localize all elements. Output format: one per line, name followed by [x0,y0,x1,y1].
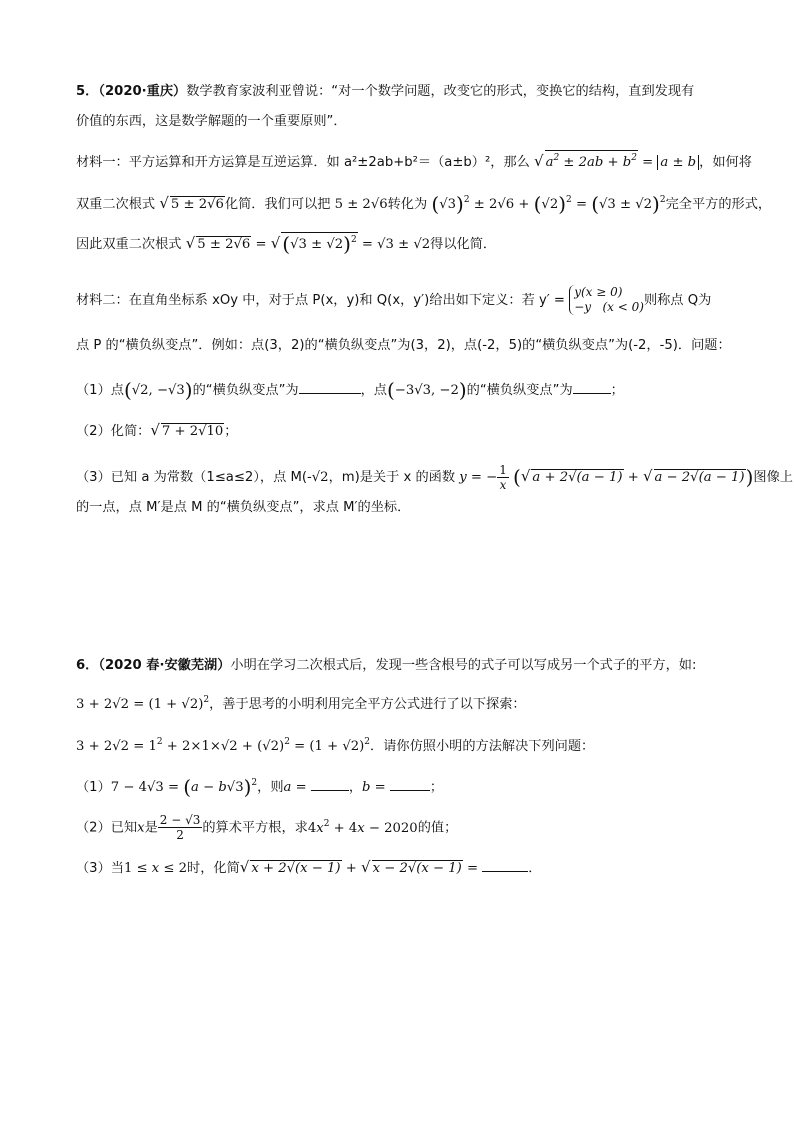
q5-m1-text-d: 化简．我们可以把 [224,197,331,212]
q5-p1-answer-blank-2[interactable] [573,381,611,394]
q5-p1-text-e: ； [610,383,624,398]
q6-p3-expression: √ x + 2√(x − 1) + √ x − 2√(x − 1) = [239,858,483,876]
q5-m1-formula-5pm: 5 ± 2√6 [334,197,388,212]
q6-p3-text-c: ． [528,861,542,876]
q5-m2-text-b: 则称点 Q为 [643,293,712,308]
q5-p3-function: y = − $\frac{1}{x}$ (√ a + 2√(a − 1) + √ a − 2√(a − 1)) [459,463,754,492]
q5-m1-text-c: 双重二次根式 [76,197,156,212]
q5-p1-text-d: 的“横负纵变点”为 [466,383,573,398]
q5-p3-text-b: ，m)是关于 x 的函数 [328,470,456,485]
q5-m1-formula-sqrt: √ $a^2 \pm 2ab + b^2 = a \pm b$ [534,155,699,170]
q6-p2-text-d: 的值； [417,820,458,836]
q6-part2 [76,813,457,842]
q5-m1-text-f: 完全平方的形式， [665,197,772,212]
q6-intro-text-2: ，善于思考的小明利用完全平方公式进行了以下探索： [209,697,526,712]
q6-p3-condition: 1 ≤ x ≤ 2 [123,861,188,876]
q6-intro-text-3: ．请你仿照小明的方法解决下列问题： [370,739,595,754]
q6-number: 6． [76,658,99,673]
q5-source: （2020·重庆） [98,84,187,99]
q6-p1-answer-a[interactable] [311,778,349,791]
q6-part1: $(1)7 - 4√3 = (a - b√3)^2$，则a = ，b = ； [76,775,444,799]
q6-intro-line3 [76,732,594,757]
q5-material1-line1 [76,150,752,173]
q5-p3-text-d: 的一点，点 M′是点 M 的“横负纵变点”，求点 M′的坐标． [76,500,411,515]
q5-m1-text-e: 转化为 [387,197,428,212]
q5-p2-expression: √ 7 + 2√10 [150,421,224,439]
q5-p1-text-b: 的“横负纵变点”为 [192,383,299,398]
q6-p1-text-d: ； [429,780,444,795]
q5-p1-text-c: ，点 [360,383,387,398]
q5-p3-text-c: 图像上 [753,470,793,485]
q5-material2-line2 [76,336,731,356]
q6-p1-var-b: b [362,780,371,795]
q6-intro-formula-2: $3 + 2√2 = 1^2 + 2\times 1\times√2 + (√2)^2 = (1 + √2)^2$ [76,737,371,754]
q6-p2-var-x: x [137,820,145,836]
q5-p3-sqrt2: √2 [311,470,329,485]
q6-p1-text-a: （1） [76,780,111,795]
q5-intro-text-1: 数学教育家波利亚曾说：“对一个数学问题，改变它的形式，变换它的结构，直到发现有 [186,84,695,99]
q6-p2-expression: $4x^2 + 4x - 2020$ [307,818,418,836]
q5-m1-text-b: ，如何将 [699,155,752,170]
q5-number: 5． [76,84,99,99]
q6-p2-fraction: $\frac{2 - √3}{2}$ [159,813,201,842]
q5-intro-line1 [76,82,694,102]
q6-p2-text-b: 是 [144,820,158,836]
q5-m1-text-a: 材料一：平方运算和开方运算是互逆运算．如 a²±2ab+b²＝（a±b）²，那么 [76,155,530,170]
q6-part3 [76,857,541,879]
q6-intro-line2 [76,690,526,715]
q6-p1-var-a: a [283,780,292,795]
q5-m1-formula-expansion: $(√3)^2 \pm 2√6 + (√2)^2 = (√3 \pm √2)^2$ [431,192,666,216]
q5-part1 [76,380,624,401]
q5-p1-point-1: (√2, −√3) [123,378,193,402]
q5-material1-line3 [76,232,496,255]
q5-p2-text-a: （2）化简： [76,424,151,439]
q6-intro-line1 [76,656,696,676]
q5-p1-answer-blank-1[interactable] [299,381,361,394]
q6-p2-text-a: （2）已知 [76,820,138,836]
q6-p1-text-c: ， [348,780,363,795]
q5-part2 [76,420,237,442]
q5-m2-text-c: 点 P 的“横负纵变点”．例如：点(3，2)的“横负纵变点”为(3，2)，点(-2，5)的“横负纵变点”为(-2，-5)．问题： [76,338,731,353]
q6-p3-text-b: 时，化简 [187,861,240,876]
q5-m1-formula-result: √ 5 ± 2√6 = √ $(√3 \pm √2)^2 = √3 \pm √2$ [185,232,431,256]
q6-intro-text-1: 小明在学习二次根式后，发现一些含根号的式子可以写成另一个式子的平方，如: [230,658,697,673]
q5-m2-text-a: 材料二：在直角坐标系 xOy 中，对于点 P(x，y)和 Q(x，y′)给出如下定义：若 y′ = [76,293,565,308]
q6-p2-text-c: 的算术平方根，求 [202,820,308,836]
q5-intro-text-2: 价值的东西，这是数学解题的一个重要原则”． [76,114,347,129]
q5-part3-line1 [76,463,793,492]
q5-p1-point-2: (−3√3, −2) [386,378,467,402]
q6-source: （2020 春·安徽芜湖） [98,658,231,673]
q5-part3-line2 [76,498,410,518]
q6-p1-text-b: ，则 [257,780,284,795]
q5-m1-text-h: 得以化简． [430,237,497,252]
q5-m1-text-g: 因此双重二次根式 [76,237,182,252]
q5-intro-line2 [76,112,347,132]
q5-material1-line2 [76,190,771,215]
q6-intro-formula-1: $3 + 2√2 = (1 + √2)^2$ [76,695,210,712]
q6-p1-formula: $7 - 4√3 = (a - b√3)^2$ [110,775,258,799]
q5-p3-text-a: （3）已知 a 为常数（1≤a≤2），点 M(- [76,470,312,485]
q6-p3-answer-blank[interactable] [482,859,528,872]
q6-p3-text-a: （3）当 [76,861,124,876]
q6-p1-answer-b[interactable] [390,778,430,791]
q5-m1-formula-double-root: √ 5 ± 2√6 [159,194,224,212]
q5-material2-line1 [76,285,711,315]
q5-m2-piecewise: y(x ≥ 0) −y (x < 0) [569,285,644,315]
q5-p1-text-a: （1）点 [76,383,124,398]
q5-p2-text-b: ； [224,424,238,439]
